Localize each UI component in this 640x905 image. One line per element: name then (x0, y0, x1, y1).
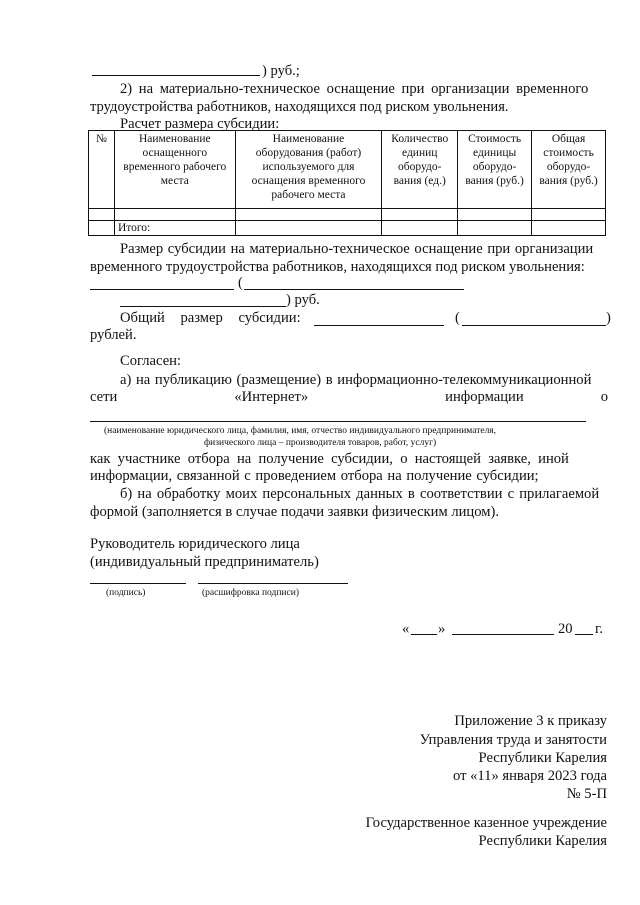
appendix-line5: № 5-П (566, 786, 607, 802)
amount-suffix: ) руб.; (262, 63, 300, 79)
item2-line1-text: 2) на материально-техническое оснащение при организации временного (120, 81, 589, 97)
total-subsidy-blank (314, 325, 444, 326)
subsidy-size-line1 (120, 240, 610, 258)
table-cell[interactable] (382, 209, 458, 221)
col-header-quantity: Количество единиц оборудо-вания (ед.) (382, 131, 458, 209)
decode-caption: (расшифровка подписи) (202, 588, 299, 598)
subsidy-rub: ) руб. (286, 292, 320, 308)
org-caption-line2: физического лица – производителя товаров, работ, услуг) (204, 438, 437, 448)
word-information: информации (445, 389, 524, 405)
table-cell[interactable] (114, 209, 235, 221)
table-cell[interactable] (235, 209, 382, 221)
agree-a-line3 (90, 450, 608, 468)
col-header-number: № (89, 131, 115, 209)
total-close-paren: ) (606, 310, 611, 326)
item2-line2: трудоустройства работников, находящихся под риском увольнения. (90, 99, 509, 115)
date-day-blank (411, 634, 437, 635)
total-open-paren: ( (455, 310, 460, 326)
agree-title: Согласен: (120, 353, 182, 369)
subsidy-open-paren: ( (238, 275, 243, 291)
total-subsidy-label: Общий размер субсидии: (120, 310, 301, 326)
word-internet: «Интернет» (234, 389, 309, 405)
col-header-workplace: Наименование оснащенного временного рабочего места (114, 131, 235, 209)
appendix-line3: Республики Карелия (478, 750, 607, 766)
date-year-suffix: г. (595, 621, 603, 637)
appendix-line2: Управления труда и занятости (419, 732, 607, 748)
table-cell[interactable] (532, 209, 606, 221)
table-cell[interactable] (458, 209, 532, 221)
institution-line2: Республики Карелия (478, 833, 607, 849)
table-cell[interactable] (458, 221, 532, 236)
col-header-equipment: Наименование оборудования (работ) используемого для оснащения временного рабочего места (235, 131, 382, 209)
institution-line1: Государственное казенное учреждение (365, 815, 607, 831)
signature-caption: (подпись) (106, 588, 146, 598)
subsidy-calc-table (88, 130, 606, 236)
table-total-row (89, 221, 606, 236)
total-value-cell[interactable] (532, 221, 606, 236)
agree-b-line2: формой (заполняется в случае подачи заявки физическим лицом). (90, 504, 500, 520)
table-header-row (89, 131, 606, 209)
total-label: Итого: (114, 221, 235, 236)
item2-line1 (120, 80, 608, 98)
subsidy-amount-blank (90, 289, 234, 290)
total-words-blank (462, 325, 606, 326)
word-about: о (600, 389, 608, 405)
agree-a-line3-text: как участнике отбора на получение субсидии, о настоящей заявке, иной (90, 451, 569, 467)
appendix-line1: Приложение 3 к приказу (454, 713, 607, 729)
table-cell[interactable] (89, 209, 115, 221)
table-cell (89, 221, 115, 236)
col-header-total-cost: Общая стоимость оборудо-вания (руб.) (532, 131, 606, 209)
head-line2: (индивидуальный предприниматель) (90, 554, 319, 570)
agree-b-line1: б) на обработку моих персональных данных в соответствии с прилагаемой (120, 486, 600, 502)
date-open-quote: « (402, 621, 410, 637)
subsidy-size-line2: временного трудоустройства работников, находящихся под риском увольнения: (90, 259, 585, 275)
agree-a-line2 (90, 388, 608, 406)
agree-a-line1: а) на публикацию (размещение) в информационно-телекоммуникационной (120, 372, 592, 388)
date-year-prefix: 20 (558, 621, 573, 637)
head-line1: Руководитель юридического лица (90, 536, 300, 552)
subsidy-words-blank-2 (120, 306, 286, 307)
organization-name-blank (90, 421, 586, 422)
table-cell[interactable] (382, 221, 458, 236)
signature-blank (90, 583, 186, 584)
word-network: сети (90, 389, 118, 405)
date-year-blank (575, 634, 593, 635)
col-header-unit-cost: Стоимость единицы оборудо-вания (руб.) (458, 131, 532, 209)
signature-decode-blank (198, 583, 348, 584)
amount-blank-line (92, 75, 260, 76)
date-close-quote: » (438, 621, 446, 637)
subsidy-words-blank (244, 289, 464, 290)
subsidy-size-line1-text: Размер субсидии на материально-техническое оснащение при организации (120, 241, 594, 257)
date-month-blank (452, 634, 554, 635)
table-cell[interactable] (235, 221, 382, 236)
calc-title: Расчет размера субсидии: (120, 116, 280, 132)
agree-a-line4: информации, связанной с проведением отбора на получение субсидии; (90, 468, 539, 484)
org-caption-line1: (наименование юридического лица, фамилия, имя, отчество индивидуального предпринимателя, (104, 426, 497, 436)
table-row (89, 209, 606, 221)
appendix-line4: от «11» января 2023 года (452, 768, 607, 784)
total-rubles: рублей. (90, 327, 137, 343)
